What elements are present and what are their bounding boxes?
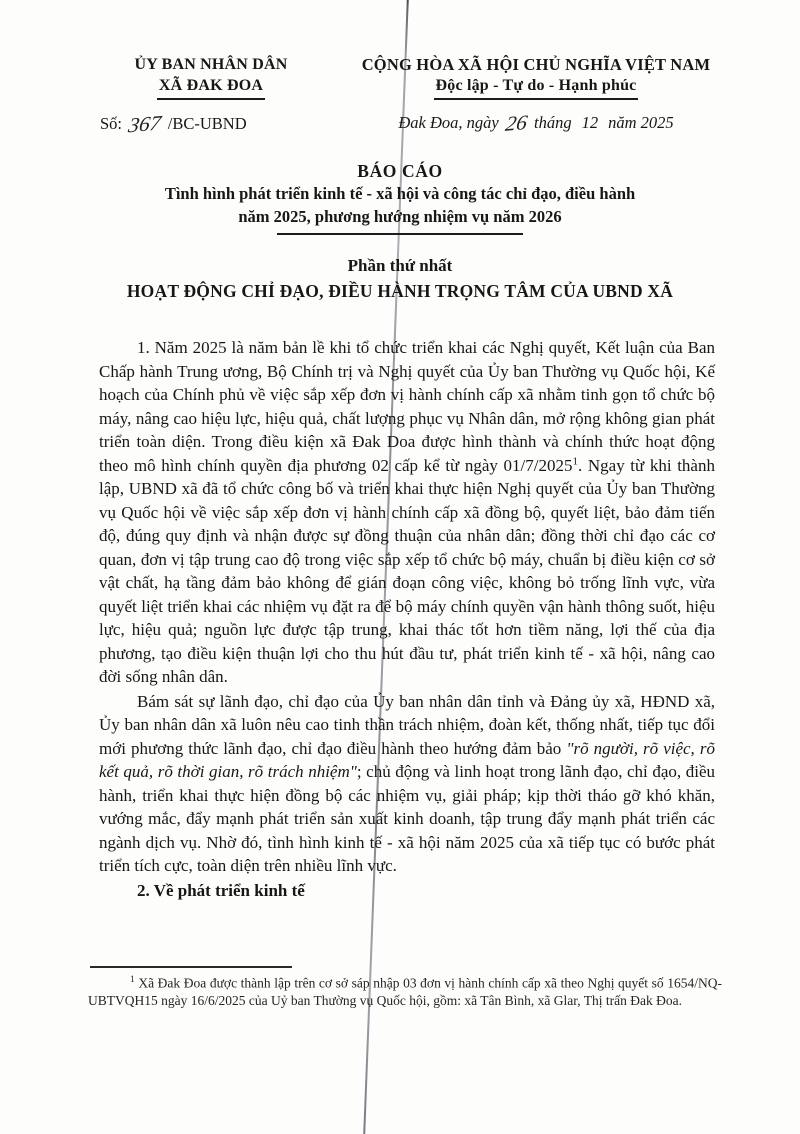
date-suffix: năm 2025 xyxy=(608,113,674,132)
paragraph-2 xyxy=(99,690,715,878)
footnote-block xyxy=(88,966,722,1010)
paragraph-2-continued: ; chủ động và linh hoạt trong lãnh đạo, chỉ đạo, điều hành, triển khai thực hiện đồng bộ các nhiệm vụ, giải pháp; kịp thời tháo gỡ khó khăn, vướng mắc, đẩy mạnh phát triển sản xuất kinh doanh, tập trung đẩy mạnh phát triển các ngành dịch vụ. Nhờ đó, tình hình kinh tế - xã hội năm 2025 của xã tiếp tục có bước phát triển tích cực, toàn diện trên nhiều lĩnh vực. xyxy=(99,762,715,875)
date-month: 12 xyxy=(581,113,599,132)
report-title: BÁO CÁO xyxy=(357,161,443,181)
report-subtitle-line2: năm 2025, phương hướng nhiệm vụ năm 2026 xyxy=(238,207,562,226)
agency-name-line1: ỦY BAN NHÂN DÂN xyxy=(134,56,288,73)
document-number-suffix: /BC-UBND xyxy=(167,114,247,133)
national-motto-underlined: Độc lập - Tự do - Hạnh phúc xyxy=(434,75,639,100)
date-prefix: Đak Đoa, ngày xyxy=(398,113,499,132)
date-mid: tháng xyxy=(533,113,572,132)
paragraph-1 xyxy=(99,336,715,689)
footnote-number: 1 xyxy=(130,975,135,985)
place-date-line xyxy=(352,110,720,136)
report-title-block xyxy=(0,160,800,235)
body-text xyxy=(99,336,715,903)
paragraph-1-text: 1. Năm 2025 là năm bản lề khi tổ chức triển khai các Nghị quyết, Kết luận của Ban Chấp hành Trung ương, Bộ Chính trị và Nghị quyết của Ủy ban Thường vụ Quốc hội, Kế hoạch của Chính phủ về việc sắp xếp đơn vị hành chính cấp xã nhằm tinh gọn tổ chức bộ máy, nâng cao hiệu lực, hiệu quả, chất lượng phục vụ Nhân dân, mở rộng không gian phát triển toàn diện. Trong điều kiện xã Đak Doa được hình thành và chính thức hoạt động theo mô hình chính quyền địa phương 02 cấp kể từ ngày 01/7/2025 xyxy=(99,338,715,475)
part-title: HOẠT ĐỘNG CHỈ ĐẠO, ĐIỀU HÀNH TRỌNG TÂM CỦA UBND XÃ xyxy=(126,281,674,301)
footnote-reference-mark: 1 xyxy=(572,454,578,467)
date-day-handwritten: 26 xyxy=(503,110,529,136)
document-header xyxy=(96,54,720,138)
document-number-line xyxy=(96,110,326,138)
national-title: CỘNG HÒA XÃ HỘI CHỦ NGHĨA VIỆT NAM xyxy=(361,55,711,74)
footnote-body: Xã Đak Đoa được thành lập trên cơ sở sáp nhập 03 đơn vị hành chính cấp xã theo Nghị quyết số 1654/NQ-UBTVQH15 ngày 16/6/2025 của Uỷ ban Thường vụ Quốc hội, gồm: xã Tân Bình, xã Glar, Thị trấn Đak Đoa. xyxy=(88,975,722,1008)
paragraph-2-quoted-motto: "rõ người, rõ việc, rõ kết quả, rõ thời gian, rõ trách nhiệm" xyxy=(99,738,715,781)
part-heading-block xyxy=(0,254,800,304)
national-motto xyxy=(352,75,720,100)
issuing-agency-block xyxy=(96,54,326,138)
report-subtitle-line1: Tình hình phát triển kinh tế - xã hội và công tác chỉ đạo, điều hành xyxy=(164,184,636,203)
paragraph-1-continued: . Ngay từ khi thành lập, UBND xã đã tổ chức công bố và triển khai thực hiện Nghị quyết của Ủy ban Thường vụ Quốc hội về việc sắp xếp đơn vị hành chính cấp xã đồng bộ, quyết liệt, bảo đảm tiến độ, đúng quy định và nhận được sự đồng thuận của nhân dân; đồng thời chỉ đạo các cơ quan, đơn vị tập trung cao độ trong việc sắp xếp tổ chức bộ máy, chuẩn bị điều kiện cơ sở vật chất, hạ tầng đảm bảo không để gián đoạn công việc, không bỏ trống lĩnh vực, vừa quyết liệt triển khai các nhiệm vụ đặt ra để bộ máy chính quyền vận hành thông suốt, hiệu lực, hiệu quả; nguồn lực được tập trung, khai thác tốt hơn tiềm năng, lợi thế của địa phương, tạo điều kiện thuận lợi cho thu hút đầu tư, phát triển kinh tế - xã hội, nâng cao đời sống nhân dân. xyxy=(99,455,715,686)
footnote-text xyxy=(88,972,722,1010)
national-motto-block xyxy=(352,54,720,136)
section-2-heading: 2. Về phát triển kinh tế xyxy=(137,880,305,900)
part-label: Phần thứ nhất xyxy=(347,256,453,275)
agency-name-underlined: XÃ ĐAK ĐOA xyxy=(157,75,265,100)
footnote-separator xyxy=(90,966,292,968)
title-underline xyxy=(277,233,523,235)
paragraph-2-text: Bám sát sự lãnh đạo, chỉ đạo của Ủy ban nhân dân tỉnh và Đảng ủy xã, HĐND xã, Ủy ban nhân dân xã luôn nêu cao tinh thần trách nhiệm, đoàn kết, thống nhất, tiếp tục đổi mới phương thức lãnh đạo, chỉ đạo điều hành theo hướng đảm bảo xyxy=(99,691,715,758)
agency-name-line2 xyxy=(96,75,326,100)
document-number-handwritten: 367 xyxy=(126,110,163,138)
document-number-prefix: Số: xyxy=(100,114,123,133)
